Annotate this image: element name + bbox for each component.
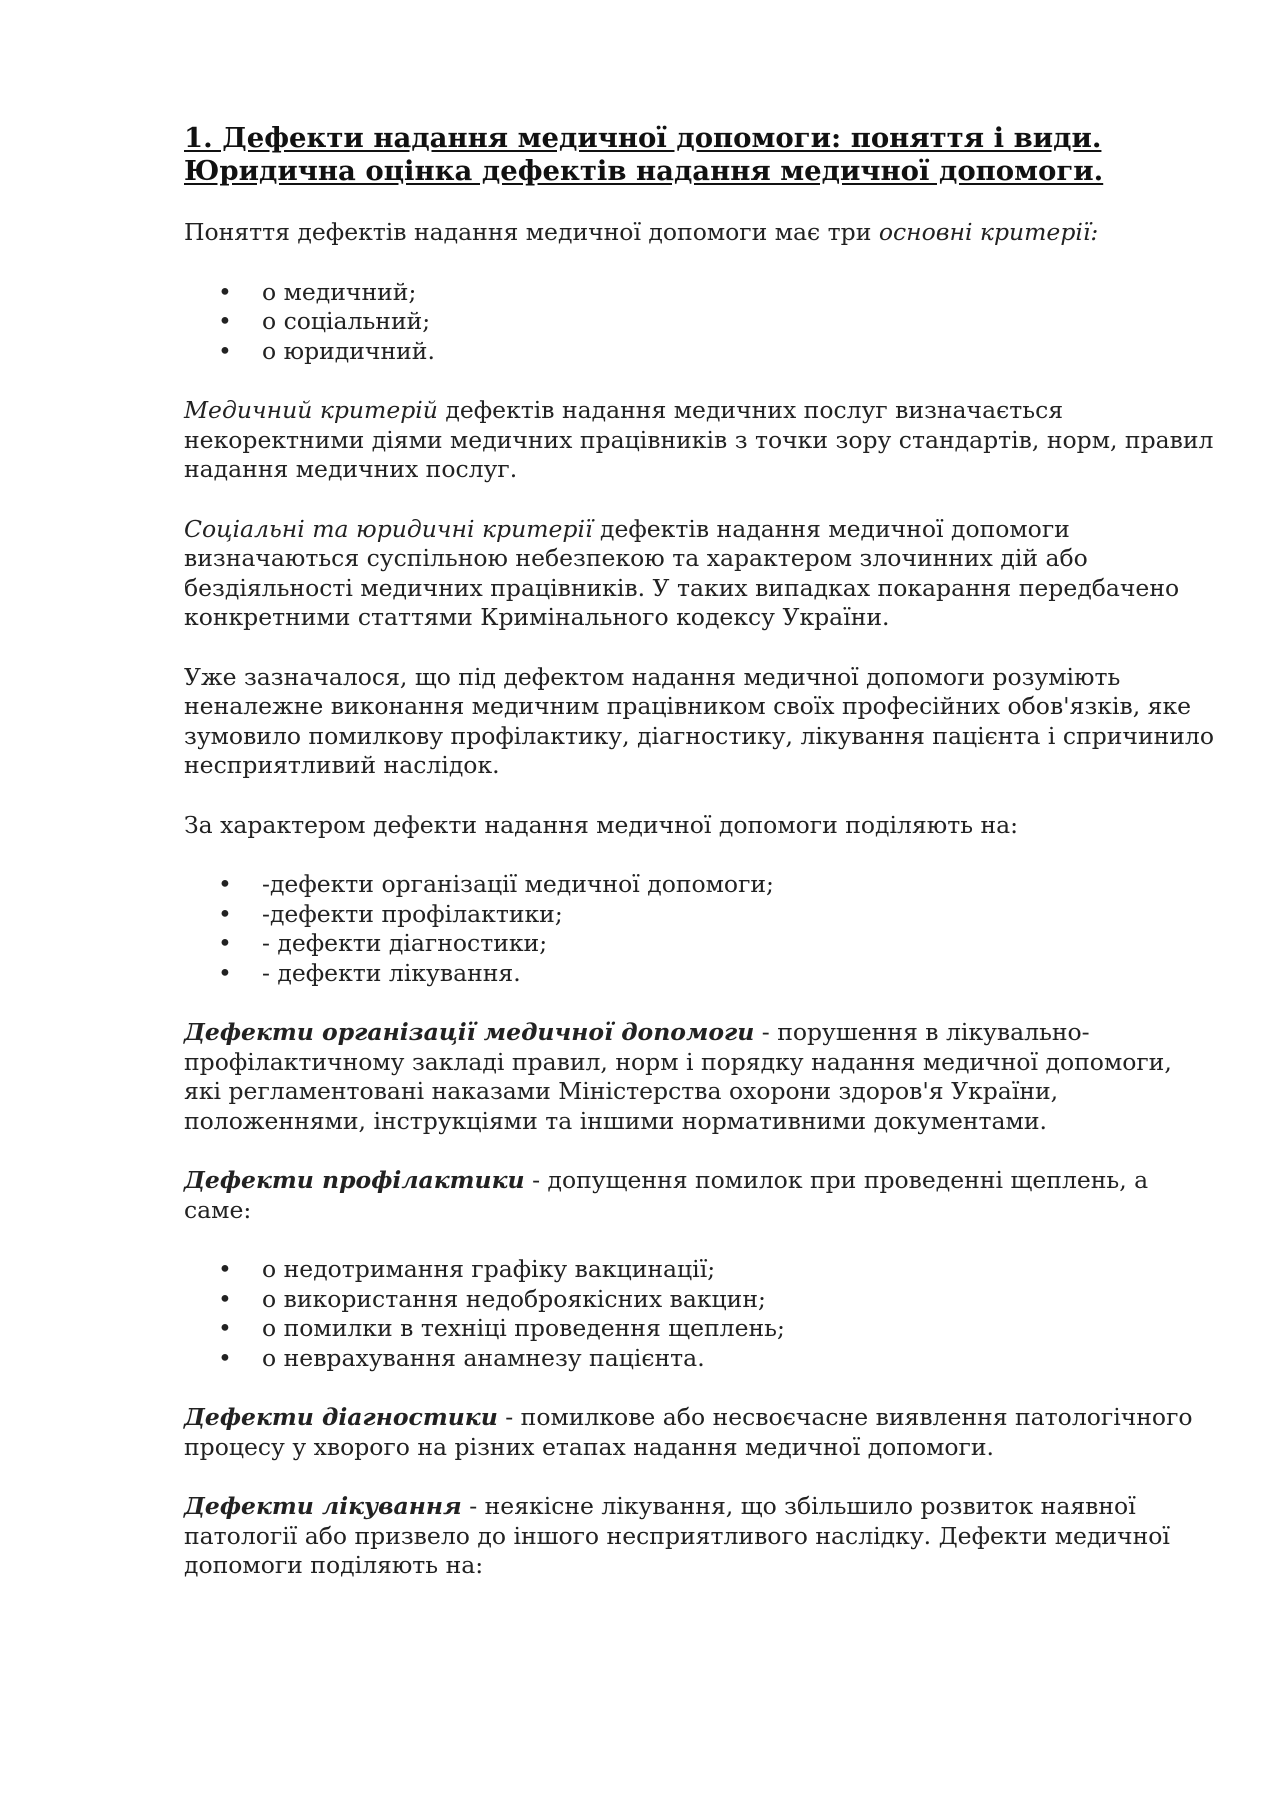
bullet-icon: • bbox=[218, 1314, 232, 1342]
bullet-icon: • bbox=[218, 958, 232, 987]
list-item: • о використання недоброякісних вакцин; bbox=[218, 1284, 766, 1313]
list-item: • о недотримання графіку вакцинації; bbox=[218, 1255, 716, 1283]
criteria-list bbox=[184, 278, 1214, 367]
definition-paragraph: Уже зазначалося, що під дефектом надання медичної допомоги розуміють неналежне виконання медичним працівником своїх професійних обов'язків, яке зумовило помилкову профілактику, діагностику, лікування пацієнта і спричинило несприятливий наслідок. bbox=[184, 662, 1215, 779]
bullet-icon: • bbox=[218, 307, 232, 335]
diagnostics-defects-paragraph: Дефекти діагностики - помилкове або несвоєчасне виявлення патологічного процесу у хворого на різних етапах надання медичної допомоги. bbox=[184, 1403, 1193, 1461]
list-item: • о помилки в техніці проведення щеплень; bbox=[218, 1314, 785, 1342]
organization-defects-paragraph: Дефекти організації медичної допомоги - порушення в лікувально-профілактичному закладі правил, норм і порядку надання медичної допомоги, які регламентовані наказами Міністерства охорони здоров'я України, положеннями, інструкціями та іншими нормативними документами. bbox=[184, 1018, 1172, 1135]
classification-list bbox=[184, 870, 1214, 988]
medical-criterion-paragraph: Медичний критерій дефектів надання медичних послуг визначається некоректними діями медичних працівників з точки зору стандартів, норм, правил надання медичних послуг. bbox=[184, 396, 1214, 483]
classification-intro-paragraph: За характером дефекти надання медичної допомоги поділяють на: bbox=[184, 810, 1019, 839]
bullet-icon: • bbox=[218, 1343, 232, 1372]
document-heading: 1. Дефекти надання медичної допомоги: поняття і види. Юридична оцінка дефектів надання медичної допомоги. bbox=[184, 122, 1104, 187]
prevention-list bbox=[184, 1255, 1214, 1373]
bullet-icon: • bbox=[218, 336, 232, 365]
social-legal-criteria-paragraph: Соціальні та юридичні критерії дефектів надання медичної допомоги визначаються суспільною небезпекою та характером злочинних дій або бездіяльності медичних працівників. У таких випадках покарання передбачено конкретними статтями Кримінального кодексу України. bbox=[184, 514, 1180, 631]
bullet-icon: • bbox=[218, 899, 232, 928]
list-item: • - дефекти діагностики; bbox=[218, 929, 548, 957]
list-item: • -дефекти організації медичної допомоги; bbox=[218, 870, 774, 898]
document-page bbox=[184, 122, 1214, 1581]
bullet-icon: • bbox=[218, 1284, 232, 1313]
list-item: • о соціальний; bbox=[218, 307, 431, 335]
intro-paragraph bbox=[184, 218, 1214, 248]
treatment-defects-paragraph: Дефекти лікування - неякісне лікування, що збільшило розвиток наявної патології або призвело до іншого несприятливого наслідку. Дефекти медичної допомоги поділяють на: bbox=[184, 1492, 1170, 1579]
list-item: • о медичний; bbox=[218, 277, 417, 306]
bullet-icon: • bbox=[218, 1255, 232, 1283]
intro-italic: основні критерії: bbox=[878, 218, 1099, 246]
prevention-defects-paragraph: Дефекти профілактики - допущення помилок при проведенні щеплень, а саме: bbox=[184, 1166, 1149, 1224]
bullet-icon: • bbox=[218, 929, 232, 957]
bullet-icon: • bbox=[218, 870, 232, 898]
list-item: • о неврахування анамнезу пацієнта. bbox=[218, 1343, 705, 1372]
list-item: • -дефекти профілактики; bbox=[218, 899, 563, 928]
list-item: • о юридичний. bbox=[218, 336, 435, 365]
intro-text: Поняття дефектів надання медичної допомоги має три bbox=[184, 218, 879, 246]
bullet-icon: • bbox=[218, 277, 232, 306]
list-item: • - дефекти лікування. bbox=[218, 958, 521, 987]
